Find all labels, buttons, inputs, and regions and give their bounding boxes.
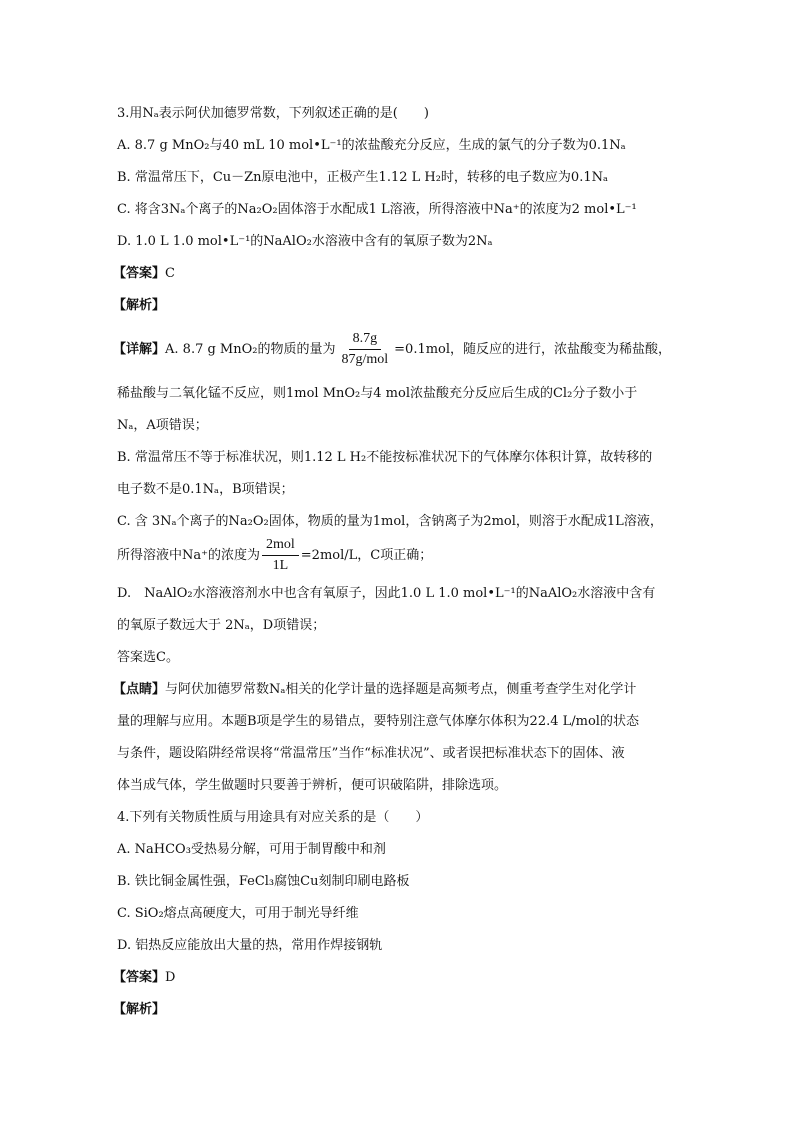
q3-answer bbox=[113, 264, 175, 284]
q3-detail-a-line2: 稀盐酸与二氧化锰不反应，则1mol MnO₂与4 mol浓盐酸充分反应后生成的Cl₂分子数小于 bbox=[117, 386, 638, 401]
q4-option-c: C. SiO₂熔点高硬度大，可用于制光导纤维 bbox=[117, 906, 359, 921]
q4-option-d: D. 铝热反应能放出大量的热，常用作焊接钢轨 bbox=[117, 938, 383, 953]
detail-c-text-post: =2mol/L，C项正确； bbox=[300, 548, 433, 563]
answer-tag: 【答案】 bbox=[113, 266, 166, 281]
q3-detail-d-line1: D. NaAlO₂水溶液溶剂水中也含有氧原子，因此1.0 L 1.0 mol•L⁻¹的NaAlO₂水溶液中含有 bbox=[117, 586, 656, 601]
q3-option-d: D. 1.0 L 1.0 mol•L⁻¹的NaAlO₂水溶液中含有的氧原子数为2Nₐ bbox=[117, 234, 493, 249]
q3-conclusion: 答案选C。 bbox=[117, 650, 179, 665]
q3-detail-a bbox=[113, 330, 671, 369]
q3-stem: 3.用Nₐ表示阿伏加德罗常数，下列叙述正确的是( ) bbox=[117, 106, 429, 121]
q3-analysis-tag: 【解析】 bbox=[113, 298, 166, 313]
detail-c-text: 所得溶液中Na⁺的浓度为 bbox=[117, 548, 260, 563]
q3-tip-line2: 量的理解与应用。本题B项是学生的易错点，要特别注意气体摩尔体积为22.4 L/mol的状态 bbox=[117, 714, 639, 729]
q3-detail-d-line2: 的氧原子数远大于 2Nₐ，D项错误； bbox=[117, 618, 326, 633]
tip-text: 与阿伏加德罗常数Nₐ相关的化学计量的选择题是高频考点，侧重考查学生对化学计 bbox=[165, 682, 637, 697]
q4-answer bbox=[113, 968, 175, 988]
q3-detail-b-line1: B. 常温常压不等于标准状况，则1.12 L H₂不能按标准状况下的气体摩尔体积计算，故转移的 bbox=[117, 450, 653, 465]
fraction-numerator: 2mol bbox=[262, 536, 299, 556]
q3-tip-line3: 与条件，题设陷阱经常误将“常温常压”当作“标准状况”、或者误把标准状态下的固体、液 bbox=[117, 746, 625, 761]
fraction-numerator: 8.7g bbox=[349, 330, 382, 350]
q3-detail-a-line3: Nₐ，A项错误； bbox=[117, 418, 208, 433]
q3-detail-b-line2: 电子数不是0.1Nₐ，B项错误； bbox=[117, 482, 294, 497]
detail-a-text: A. 8.7 g MnO₂的物质的量为 bbox=[165, 342, 336, 357]
answer-value: C bbox=[165, 266, 175, 281]
fraction-denominator: 87g/mol bbox=[341, 352, 389, 367]
fraction-mass-over-molar-mass bbox=[337, 330, 392, 369]
detail-tag: 【详解】 bbox=[113, 342, 166, 357]
q3-option-c: C. 将含3Nₐ个离子的Na₂O₂固体溶于水配成1 L溶液，所得溶液中Na⁺的浓度为2 mol•L⁻¹ bbox=[117, 202, 637, 217]
q3-detail-c-line2 bbox=[117, 536, 432, 575]
tip-tag: 【点睛】 bbox=[113, 682, 166, 697]
q3-detail-c-line1: C. 含 3Nₐ个离子的Na₂O₂固体，物质的量为1mol，含钠离子为2mol，则溶于水配成1L溶液， bbox=[117, 514, 663, 529]
q3-tip-line1 bbox=[113, 680, 636, 700]
q3-option-b: B. 常温常压下，Cu－Zn原电池中，正极产生1.12 L H₂时，转移的电子数应为0.1Nₐ bbox=[117, 170, 608, 185]
q4-option-b: B. 铁比铜金属性强，FeCl₃腐蚀Cu刻制印刷电路板 bbox=[117, 874, 410, 889]
answer-value: D bbox=[165, 970, 176, 985]
fraction-denominator: 1L bbox=[272, 558, 289, 573]
q3-option-a: A. 8.7 g MnO₂与40 mL 10 mol•L⁻¹的浓盐酸充分反应，生成的氯气的分子数为0.1Nₐ bbox=[117, 138, 626, 153]
q4-analysis-tag: 【解析】 bbox=[113, 1002, 166, 1017]
detail-a-text-post: =0.1mol，随反应的进行，浓盐酸变为稀盐酸， bbox=[394, 342, 672, 357]
fraction-mol-over-volume bbox=[262, 536, 299, 575]
q3-tip-line4: 体当成气体，学生做题时只要善于辨析，便可识破陷阱，排除选项。 bbox=[117, 778, 508, 793]
q4-stem: 4.下列有关物质性质与用途具有对应关系的是（ ） bbox=[117, 810, 429, 825]
q4-option-a: A. NaHCO₃受热易分解，可用于制胃酸中和剂 bbox=[117, 842, 386, 857]
answer-tag: 【答案】 bbox=[113, 970, 166, 985]
